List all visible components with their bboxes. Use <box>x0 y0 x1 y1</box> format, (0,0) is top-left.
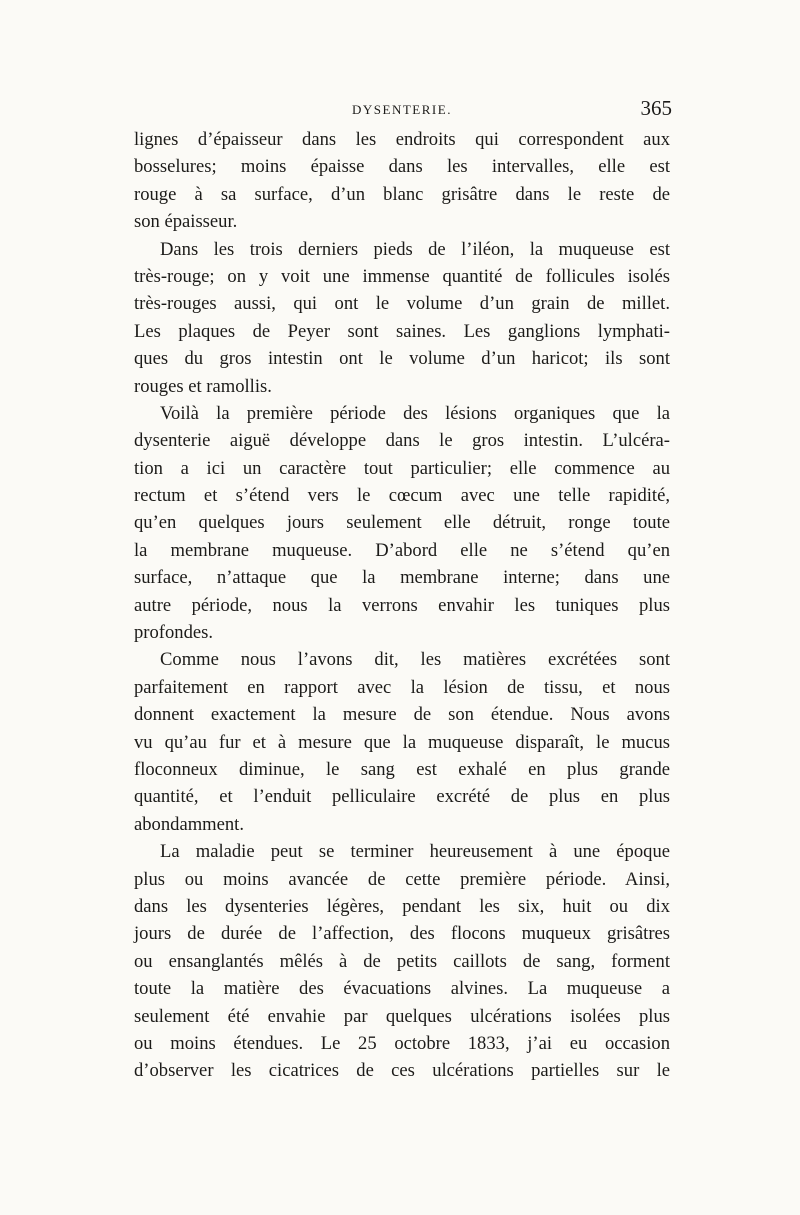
page-number: 365 <box>640 96 672 120</box>
paragraph-start-line: Comme nous l’avons dit, les matières excrétées sont <box>160 649 670 671</box>
text-line: dans les dysenteries légères, pendant les six, huit ou dix <box>134 895 670 917</box>
text-line: lignes d’épaisseur dans les endroits qui correspondent aux <box>134 129 670 150</box>
text-line: rectum et s’étend vers le cœcum avec une telle rapidité, <box>134 485 670 507</box>
text-line: qu’en quelques jours seulement elle détruit, ronge toute <box>134 512 670 534</box>
text-line: tion a ici un caractère tout particulier; elle commence au <box>134 457 670 479</box>
text-line: profondes. <box>134 622 214 644</box>
text-line: toute la matière des évacuations alvines. La muqueuse a <box>134 978 670 1000</box>
text-line: son épaisseur. <box>134 211 238 233</box>
body-text <box>134 126 670 1085</box>
text-line: ou moins étendues. Le 25 octobre 1833, j’ai eu occasion <box>134 1032 670 1054</box>
text-line: seulement été envahie par quelques ulcérations isolées plus <box>134 1005 670 1027</box>
text-line: floconneux diminue, le sang est exhalé en plus grande <box>134 758 670 780</box>
text-line: autre période, nous la verrons envahir les tuniques plus <box>134 594 670 616</box>
running-head <box>132 96 672 126</box>
text-line: rouge à sa surface, d’un blanc grisâtre dans le reste de <box>134 183 670 205</box>
running-title: DYSENTERIE. <box>352 102 452 117</box>
paragraph-start-line: Dans les trois derniers pieds de l’iléon, la muqueuse est <box>160 238 670 260</box>
text-line: surface, n’attaque que la membrane interne; dans une <box>134 567 670 589</box>
text-line: ou ensanglantés mêlés à de petits caillots de sang, forment <box>134 950 670 972</box>
text-line: plus ou moins avancée de cette première période. Ainsi, <box>134 868 670 890</box>
text-line: dysenterie aiguë développe dans le gros intestin. L’ulcéra- <box>134 430 670 452</box>
text-line: très-rouges aussi, qui ont le volume d’un grain de millet. <box>134 293 670 315</box>
text-line: rouges et ramollis. <box>134 375 272 397</box>
text-line: d’observer les cicatrices de ces ulcérations partielles sur le <box>134 1060 670 1082</box>
text-line: jours de durée de l’affection, des flocons muqueux grisâtres <box>134 923 670 945</box>
text-line: abondamment. <box>134 813 244 835</box>
text-line: vu qu’au fur et à mesure que la muqueuse disparaît, le mucus <box>134 731 670 753</box>
text-line: la membrane muqueuse. D’abord elle ne s’étend qu’en <box>134 539 670 561</box>
text-line: donnent exactement la mesure de son étendue. Nous avons <box>134 704 670 726</box>
text-line: quantité, et l’enduit pelliculaire excrété de plus en plus <box>134 786 670 808</box>
paragraph-start-line: La maladie peut se terminer heureusement à une époque <box>160 841 670 863</box>
text-line: bosselures; moins épaisse dans les intervalles, elle est <box>134 156 670 178</box>
text-line: Les plaques de Peyer sont saines. Les ganglions lymphati- <box>134 320 670 342</box>
text-line: parfaitement en rapport avec la lésion de tissu, et nous <box>134 676 670 698</box>
text-line: ques du gros intestin ont le volume d’un haricot; ils sont <box>134 348 670 370</box>
text-line: très-rouge; on y voit une immense quantité de follicules isolés <box>134 265 670 287</box>
paragraph-start-line: Voilà la première période des lésions organiques que la <box>160 402 670 424</box>
